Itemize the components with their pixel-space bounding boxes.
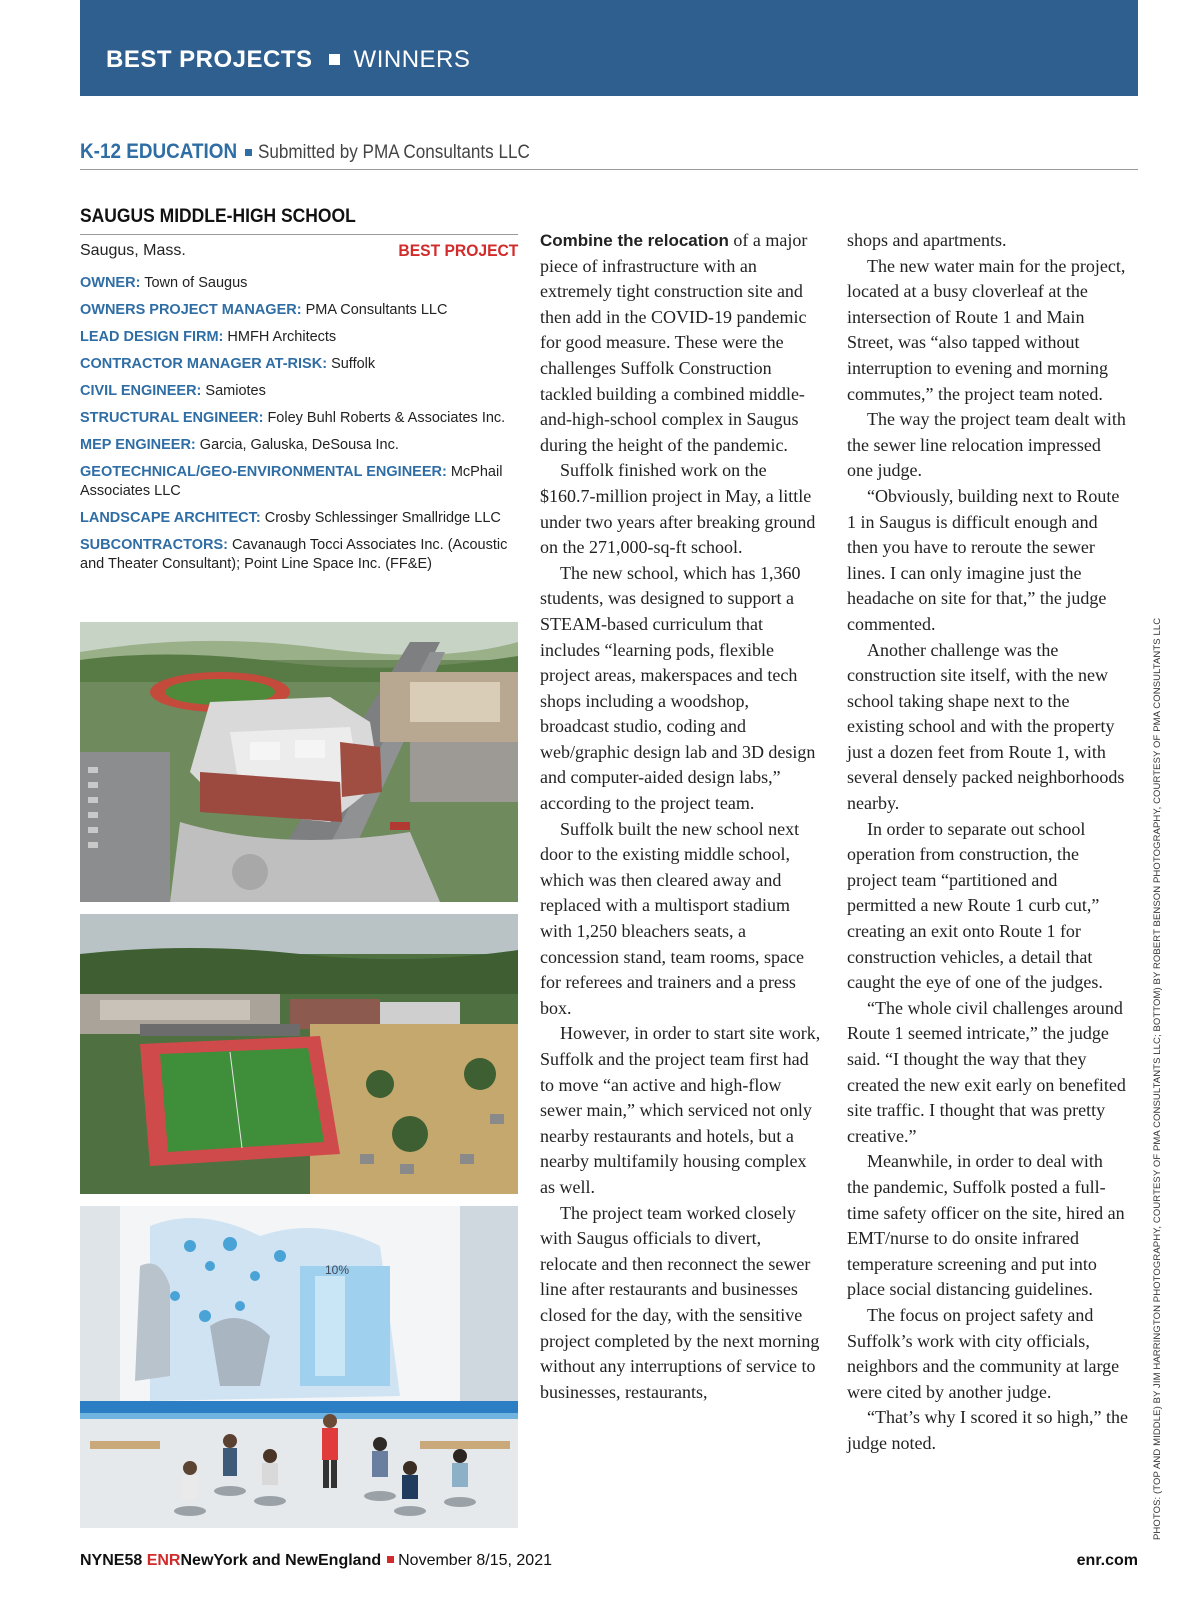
credit-value: Cavanaugh Tocci Associates Inc. (Acoustic and Theater Consultant); Point Line Space Inc. (FF&E) — [80, 537, 508, 572]
credit-value: McPhail Associates LLC — [80, 464, 503, 499]
credit-item — [80, 328, 520, 347]
footer-separator — [387, 1556, 394, 1563]
footer-date: November 8/15, 2021 — [398, 1552, 552, 1569]
credit-value: HMFH Architects — [227, 329, 337, 345]
article-paragraph-lead — [540, 228, 822, 458]
section-submitted: Submitted by PMA Consultants LLC — [257, 142, 530, 163]
footer-enr-logo: ENR — [146, 1552, 181, 1569]
credit-item — [80, 409, 520, 428]
mural-percent-text: 10% — [325, 1263, 350, 1277]
credit-label: CONTRACTOR MANAGER AT-RISK: — [80, 356, 328, 372]
photo-credit: PHOTOS: (TOP AND MIDDLE) BY JIM HARRINGTON PHOTOGRAPHY, COURTESY OF PMA CONSULTANTS LLC; BOTTOM) BY ROBERT BENSON PHOTOGRAPHY, COURTESY OF PMA CONSULTANTS LLC — [1152, 617, 1163, 1540]
article-paragraph: The new school, which has 1,360 students, was designed to support a STEAM-based curriculum that includes “learning pods, flexible project areas, makerspaces and tech shops including a woodshop, broadcast studio, coding and web/graphic design lab and 3D design and computer-aided design labs,” according to the project team. — [540, 562, 816, 814]
article-column-1 — [540, 228, 822, 1405]
project-credits — [80, 274, 520, 582]
credit-item — [80, 509, 520, 528]
footer-region: NewYork and NewEngland — [180, 1552, 382, 1569]
aerial-stadium-image — [80, 914, 518, 1194]
article-paragraph: However, in order to start site work, Suffolk and the project team first had to move “an active and high-flow sewer main,” which serviced not only nearby restaurants and hotels, but a nearby multifamily housing complex as well. — [540, 1023, 821, 1197]
article-column-2 — [847, 228, 1129, 1457]
footer-page-number: NYNE58 — [80, 1552, 143, 1569]
credit-value: Foley Buhl Roberts & Associates Inc. — [267, 410, 506, 426]
aerial-photo-school — [80, 622, 518, 902]
credit-value: Crosby Schlessinger Smallridge LLC — [264, 510, 501, 526]
project-location: Saugus, Mass. — [80, 242, 186, 259]
interior-image — [80, 1206, 518, 1528]
credit-label: LEAD DESIGN FIRM: — [80, 329, 224, 345]
article-paragraph: The focus on project safety and Suffolk’s work with city officials, neighbors and the community at large were cited by another judge. — [847, 1304, 1120, 1402]
credit-value: Town of Saugus — [144, 275, 248, 291]
article-paragraph: “The whole civil challenges around Route 1 seemed intricate,” the judge said. “I thought the way that they created the new exit early on benefited site traffic. I thought that was pretty creative.” — [847, 997, 1126, 1146]
credit-label: OWNERS PROJECT MANAGER: — [80, 302, 302, 318]
credit-value: PMA Consultants LLC — [305, 302, 448, 318]
credit-item — [80, 301, 520, 320]
article-paragraph: Suffolk built the new school next door to the existing middle school, which was then cleared away and replaced with a multisport stadium with 1,250 bleachers seats, a concession stand, team rooms, space for referees and trainers and a press box. — [540, 818, 804, 1018]
banner-light: WINNERS — [353, 46, 471, 73]
credit-item — [80, 536, 520, 574]
credit-value: Samiotes — [205, 383, 266, 399]
article-paragraph: The new water main for the project, located at a busy cloverleaf at the intersection of Route 1 and Main Street, was “also tapped without interruption to evening and morning commutes,” the project team noted. — [847, 255, 1126, 404]
credit-item — [80, 274, 520, 293]
article-paragraph: The way the project team dealt with the sewer line relocation impressed one judge. — [847, 409, 1126, 481]
aerial-photo-stadium — [80, 914, 518, 1194]
article-paragraph: shops and apartments. — [847, 230, 1007, 250]
article-paragraph: Suffolk finished work on the $160.7-million project in May, a little under two years after breaking ground on the 271,000-sq-ft school. — [540, 460, 816, 558]
credit-item — [80, 355, 520, 374]
credit-label: SUBCONTRACTORS: — [80, 537, 228, 553]
credit-item — [80, 382, 520, 401]
credit-value: Suffolk — [331, 356, 376, 372]
banner-strong: BEST PROJECTS — [106, 46, 313, 73]
footer-url[interactable]: enr.com — [1076, 1552, 1138, 1569]
section-category: K-12 EDUCATION — [80, 140, 238, 163]
credit-item — [80, 463, 520, 501]
article-lead-in: Combine the relocation — [540, 231, 729, 250]
credit-label: STRUCTURAL ENGINEER: — [80, 410, 264, 426]
credit-label: OWNER: — [80, 275, 141, 291]
article-paragraph: In order to separate out school operation from construction, the project team “partitioned and permitted a new Route 1 curb cut,” creating an exit onto Route 1 for construction vehicles, a detail that caught the eye of one of the judges. — [847, 818, 1103, 993]
credit-label: GEOTECHNICAL/GEO-ENVIRONMENTAL ENGINEER: — [80, 464, 447, 480]
credit-label: CIVIL ENGINEER: — [80, 383, 202, 399]
article-paragraph: Meanwhile, in order to deal with the pandemic, Suffolk posted a full-time safety officer on the site, hired an EMT/nurse to do onsite infrared temperature screening and put into place social distancing guidelines. — [847, 1151, 1125, 1300]
credit-label: MEP ENGINEER: — [80, 437, 196, 453]
article-lead-text: of a major piece of infrastructure with an extremely tight construction site and then add in the COVID-19 pandemic for good measure. These were the challenges Suffolk Construction tackled building a combined middle-and-high-school complex in Saugus during the height of the pandemic. — [540, 230, 808, 455]
interior-photo-learning-space — [80, 1206, 518, 1528]
project-title — [80, 206, 518, 235]
best-project-badge: BEST PROJECT — [398, 241, 518, 260]
credit-item — [80, 436, 520, 455]
aerial-school-image — [80, 622, 518, 902]
article-paragraph: The project team worked closely with Saugus officials to divert, relocate and then reconnect the sewer line after restaurants and businesses closed for the day, with the sensitive project completed by the next morning without any interruptions of service to businesses, restaurants, — [540, 1202, 820, 1402]
header-banner — [80, 0, 1138, 96]
banner-separator — [329, 54, 340, 65]
article-paragraph: “That’s why I scored it so high,” the judge noted. — [847, 1407, 1128, 1453]
section-separator — [245, 149, 252, 156]
article-paragraph: “Obviously, building next to Route 1 in Saugus is difficult enough and then you have to reroute the sewer lines. I can only imagine just the headache on site for that,” the judge commented. — [847, 485, 1120, 634]
section-heading — [80, 140, 1138, 170]
credit-value: Garcia, Galuska, DeSousa Inc. — [199, 437, 399, 453]
banner-title — [106, 46, 470, 74]
project-title-text: SAUGUS MIDDLE-HIGH SCHOOL — [80, 206, 356, 227]
article-paragraph: Another challenge was the construction site itself, with the new school taking shape next to the existing school and with the property just a dozen feet from Route 1, with several densely packed neighborhoods nearby. — [847, 639, 1125, 814]
credit-label: LANDSCAPE ARCHITECT: — [80, 510, 261, 526]
page-footer — [80, 1552, 1138, 1578]
